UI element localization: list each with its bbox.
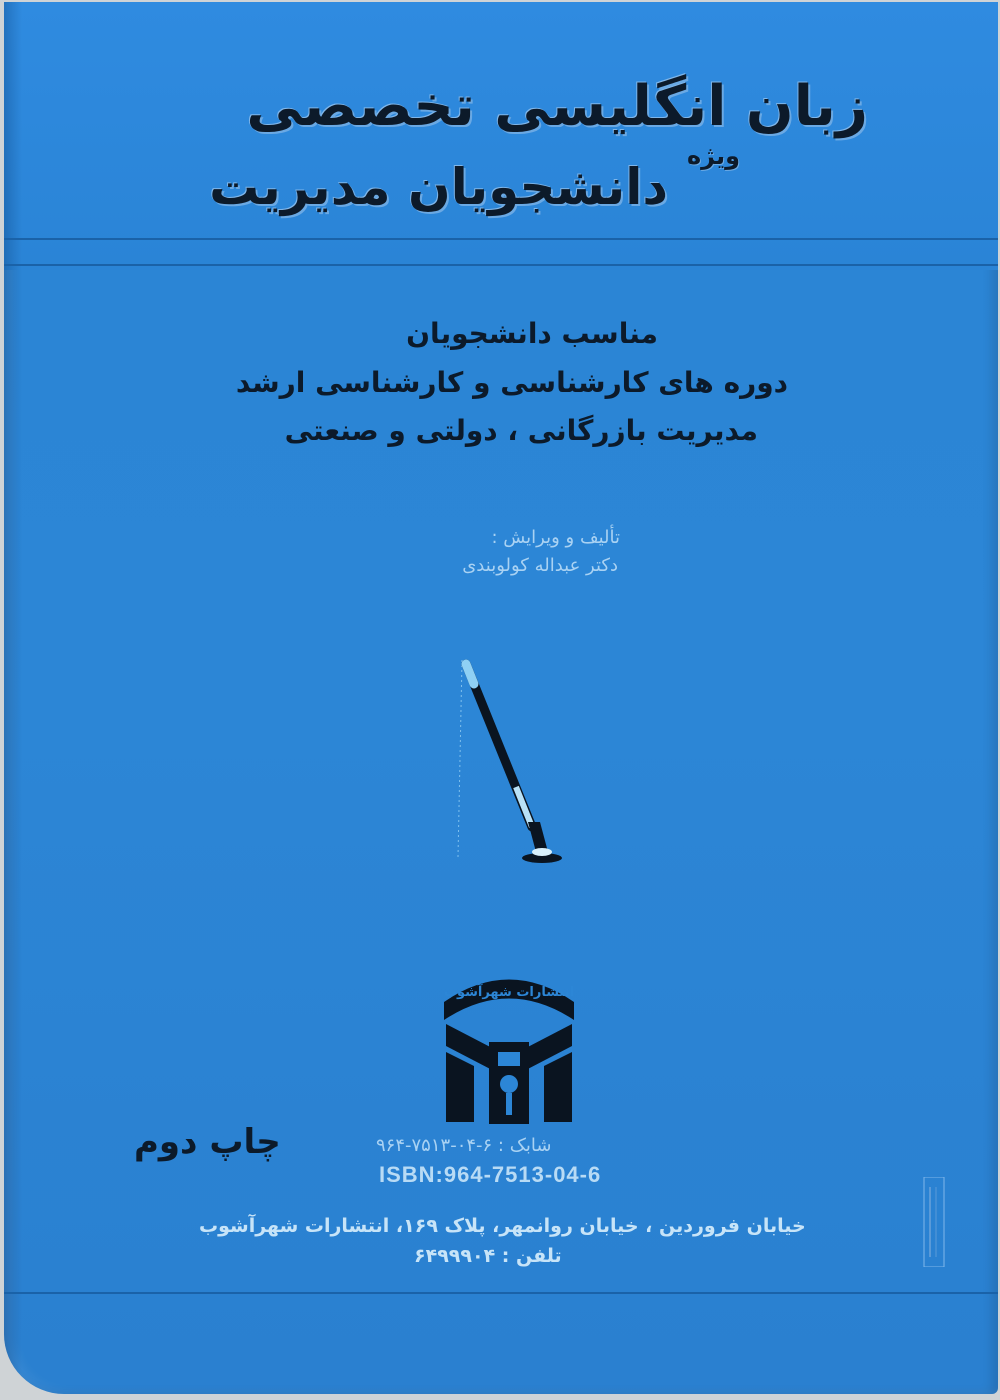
fountain-pen-illustration [444, 652, 584, 882]
book-cover [4, 2, 998, 1394]
spine-shade [4, 2, 22, 1394]
subtitle-line-2: دوره های کارشناسی و کارشناسی ارشد [235, 366, 788, 399]
publisher-logo-lettering: انتشارات شهرآشوب [443, 985, 575, 1000]
edition-label: چاپ دوم [134, 1122, 281, 1162]
divider-line [4, 238, 998, 240]
publisher-address: خیابان فروردین ، خیابان روانمهر، پلاک ۱۶۹، انتشارات شهرآشوب [199, 1215, 806, 1237]
isbn-persian: شابک : ۶-۰۴-۷۵۱۳-۹۶۴ [376, 1135, 552, 1156]
divider-line [4, 1292, 998, 1294]
isbn-english: ISBN:964-7513-04-6 [379, 1162, 602, 1187]
subtitle-line-3: مدیریت بازرگانی ، دولتی و صنعتی [284, 414, 758, 447]
price-sticker-icon [922, 1177, 946, 1267]
book-title-small-word: ویژه [686, 142, 740, 170]
book-title-line-2: دانشجویان مدیریت [209, 158, 668, 216]
subtitle-line-1: مناسب دانشجویان [406, 317, 658, 350]
book-title-line-1: زبان انگلیسی تخصصی [246, 74, 868, 139]
publisher-phone: تلفن : ۶۴۹۹۹۰۴ [414, 1245, 562, 1267]
author-label: تألیف و ویرایش : [491, 527, 620, 548]
publisher-logo [434, 962, 584, 1127]
author-name: دکتر عبداله کولوبندی [462, 555, 618, 576]
divider-line [4, 264, 998, 266]
